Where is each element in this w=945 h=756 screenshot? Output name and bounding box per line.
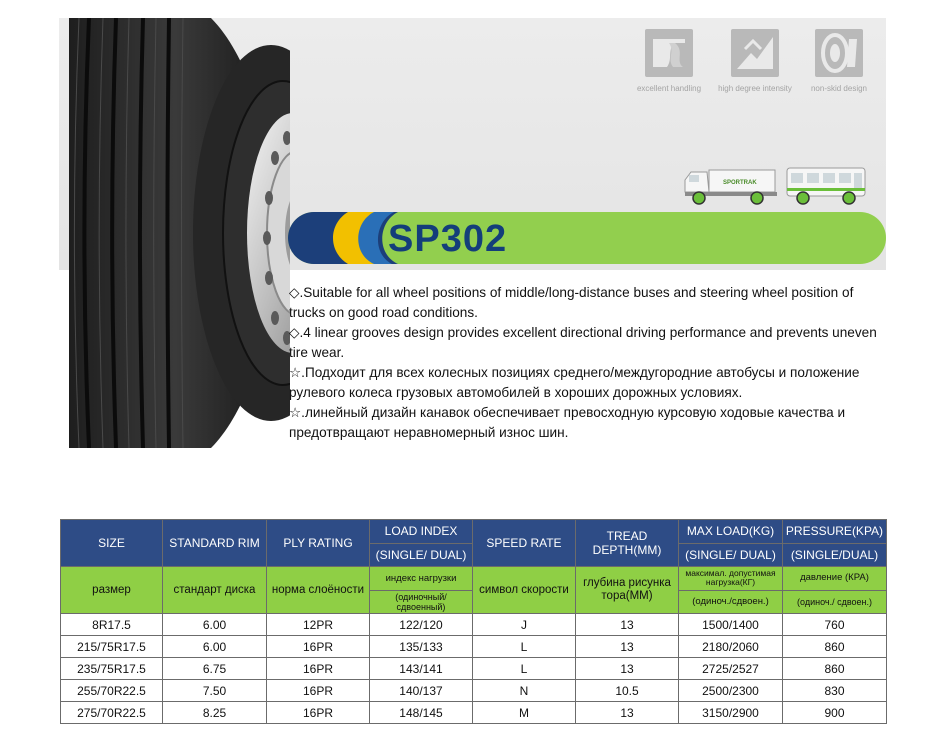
header-ply: PLY RATING	[267, 520, 370, 567]
cell-max-load: 1500/1400	[679, 614, 783, 636]
model-banner	[288, 212, 886, 264]
tire-image	[61, 18, 290, 448]
handling-icon	[645, 29, 693, 77]
table-header-ru	[61, 567, 887, 591]
cell-size: 255/70R22.5	[61, 680, 163, 702]
cell-tread: 10.5	[576, 680, 679, 702]
cell-speed: L	[473, 636, 576, 658]
cell-max-load: 2725/2527	[679, 658, 783, 680]
header-ru-load-index-sub: (одиночный/ сдвоенный)	[370, 590, 473, 614]
feature-non-skid: non-skid design	[809, 29, 869, 93]
cell-pressure: 860	[783, 658, 887, 680]
header-ru-tread: глубина рисунка тора(ММ)	[576, 567, 679, 614]
cell-rim: 6.00	[163, 614, 267, 636]
svg-text:SPORTRAK: SPORTRAK	[723, 180, 757, 186]
description-line: ☆.линейный дизайн канавок обеспечивает превосходную курсовую ходовые качества и предотвращают неравномерный износ шин.	[289, 405, 846, 440]
product-description	[289, 283, 889, 443]
cell-speed: J	[473, 614, 576, 636]
cell-speed: M	[473, 702, 576, 724]
cell-max-load: 3150/2900	[679, 702, 783, 724]
table-row	[61, 702, 887, 724]
cell-pressure: 830	[783, 680, 887, 702]
table-header-en	[61, 520, 887, 544]
cell-ply: 16PR	[267, 702, 370, 724]
header-size: SIZE	[61, 520, 163, 567]
header-ru-max-load-sub: (одиноч./сдвоен.)	[679, 590, 783, 614]
non-skid-icon	[815, 29, 863, 77]
header-ru-load-index: индекс нагрузки	[370, 567, 473, 591]
cell-rim: 8.25	[163, 702, 267, 724]
table-row	[61, 614, 887, 636]
header-max-load-sub: (SINGLE/ DUAL)	[679, 543, 783, 567]
cell-load-index: 140/137	[370, 680, 473, 702]
cell-pressure: 860	[783, 636, 887, 658]
header-ru-pressure: давление (КРА)	[783, 567, 887, 591]
header-ru-rim: стандарт диска	[163, 567, 267, 614]
cell-tread: 13	[576, 658, 679, 680]
feature-intensity: high degree intensity	[725, 29, 785, 93]
header-max-load: MAX LOAD(KG)	[679, 520, 783, 544]
header-pressure-sub: (SINGLE/DUAL)	[783, 543, 887, 567]
cell-ply: 12PR	[267, 614, 370, 636]
cell-load-index: 122/120	[370, 614, 473, 636]
cell-size: 275/70R22.5	[61, 702, 163, 724]
header-load-index: LOAD INDEX	[370, 520, 473, 544]
cell-size: 215/75R17.5	[61, 636, 163, 658]
header-ru-pressure-sub: (одиноч./ сдвоен.)	[783, 590, 887, 614]
cell-ply: 16PR	[267, 680, 370, 702]
header-speed: SPEED RATE	[473, 520, 576, 567]
header-tread: TREAD DEPTH(MM)	[576, 520, 679, 567]
header-ru-size: размер	[61, 567, 163, 614]
cell-size: 8R17.5	[61, 614, 163, 636]
header-load-index-sub: (SINGLE/ DUAL)	[370, 543, 473, 567]
feature-handling: excellent handling	[639, 29, 699, 93]
description-line: ◇.Suitable for all wheel positions of middle/long-distance buses and steering wheel position of trucks on good road conditions.	[289, 285, 854, 320]
cell-ply: 16PR	[267, 636, 370, 658]
cell-size: 235/75R17.5	[61, 658, 163, 680]
truck-icon	[685, 170, 777, 204]
cell-load-index: 135/133	[370, 636, 473, 658]
bus-icon	[787, 168, 865, 204]
cell-rim: 6.75	[163, 658, 267, 680]
cell-load-index: 148/145	[370, 702, 473, 724]
cell-rim: 6.00	[163, 636, 267, 658]
table-row	[61, 658, 887, 680]
cell-load-index: 143/141	[370, 658, 473, 680]
cell-tread: 13	[576, 702, 679, 724]
cell-speed: L	[473, 658, 576, 680]
intensity-icon	[731, 29, 779, 77]
description-line: ◇.4 linear grooves design provides excellent directional driving performance and prevents uneven tire wear.	[289, 325, 877, 360]
model-name: SP302	[388, 218, 508, 260]
header-ru-max-load: максимал. допустимая нагрузка(КГ)	[679, 567, 783, 591]
header-ru-speed: символ скорости	[473, 567, 576, 614]
cell-rim: 7.50	[163, 680, 267, 702]
cell-ply: 16PR	[267, 658, 370, 680]
header-pressure: PRESSURE(KPA)	[783, 520, 887, 544]
vehicle-illustrations	[683, 164, 868, 208]
table-row	[61, 680, 887, 702]
cell-speed: N	[473, 680, 576, 702]
cell-pressure: 760	[783, 614, 887, 636]
feature-icons	[633, 29, 873, 99]
cell-pressure: 900	[783, 702, 887, 724]
cell-max-load: 2500/2300	[679, 680, 783, 702]
cell-tread: 13	[576, 636, 679, 658]
header-rim: STANDARD RIM	[163, 520, 267, 567]
specifications-table	[60, 519, 887, 724]
cell-max-load: 2180/2060	[679, 636, 783, 658]
cell-tread: 13	[576, 614, 679, 636]
header-ru-ply: норма слоёности	[267, 567, 370, 614]
description-line: ☆.Подходит для всех колесных позициях среднего/междугородние автобусы и положение рулевого колеса грузовых автомобилей в хороших дорожных условиях.	[289, 365, 860, 400]
table-row	[61, 636, 887, 658]
